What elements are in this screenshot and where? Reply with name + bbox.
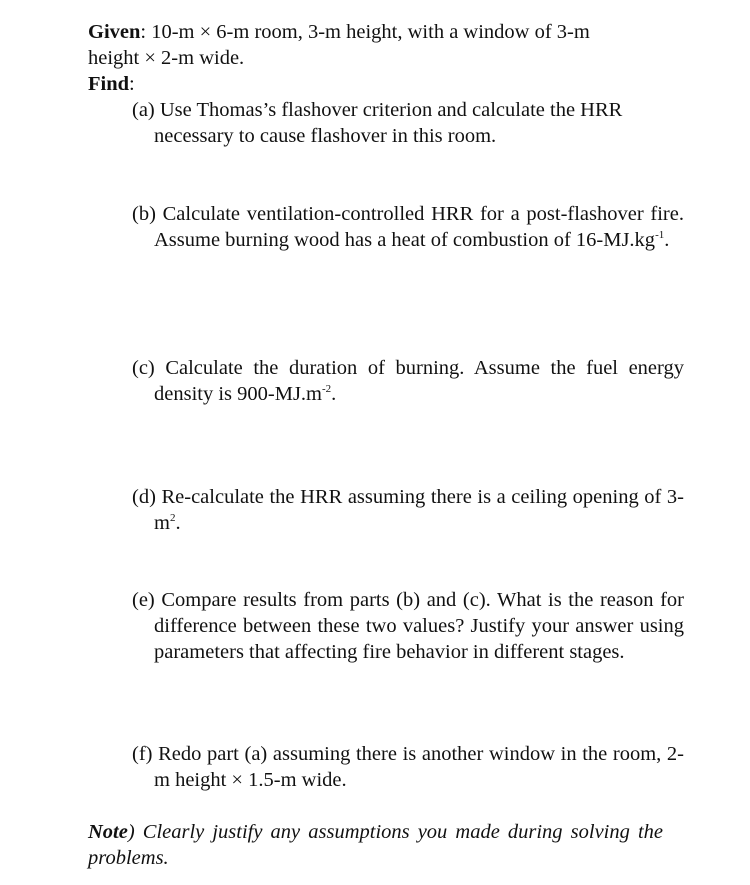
question-a — [132, 97, 684, 149]
question-a-line2: necessary to cause flashover in this room. — [154, 125, 497, 147]
question-b-period: . — [664, 229, 670, 251]
question-b-superscript: -1 — [655, 229, 665, 242]
question-c-text: (c) Calculate the duration of burning. Assume the fuel energy density is 900-MJ.m — [132, 357, 684, 405]
question-c — [132, 355, 684, 407]
find-colon: : — [129, 73, 135, 95]
question-d-text: (d) Re-calculate the HRR assuming there is a ceiling opening of 3-m — [132, 486, 684, 534]
given-paragraph — [88, 19, 663, 71]
question-d — [132, 484, 684, 536]
note-text: ) Clearly justify any assumptions you made during solving the problems. — [88, 821, 663, 869]
question-b-text: (b) Calculate ventilation-controlled HRR for a post-flashover fire. Assume burning wood has a heat of combustion of 16-MJ.kg — [132, 203, 684, 251]
given-text: : 10-m × 6-m room, 3-m height, with a window of 3-m — [140, 21, 590, 43]
question-c-superscript: -2 — [322, 383, 332, 396]
question-d-period: . — [175, 512, 181, 534]
question-b — [132, 201, 684, 253]
question-d-superscript: 2 — [169, 512, 176, 525]
question-f-text: (f) Redo part (a) assuming there is another window in the room, 2-m height × 1.5-m wide. — [132, 743, 684, 791]
question-c-period: . — [331, 383, 337, 405]
given-text-continued: height × 2-m wide. — [88, 47, 245, 69]
note-label: Note — [88, 821, 128, 843]
question-e — [132, 587, 684, 665]
note-paragraph — [88, 819, 663, 871]
question-a-line1: (a) Use Thomas’s flashover criterion and calculate the HRR — [132, 99, 623, 121]
find-label: Find — [88, 73, 130, 95]
question-e-text: (e) Compare results from parts (b) and (c). What is the reason for difference between these two values? Justify your answer using parameters that affecting fire behavior in different stages. — [132, 589, 684, 663]
question-f — [132, 741, 684, 793]
given-label: Given — [88, 21, 141, 43]
find-heading — [88, 71, 135, 97]
